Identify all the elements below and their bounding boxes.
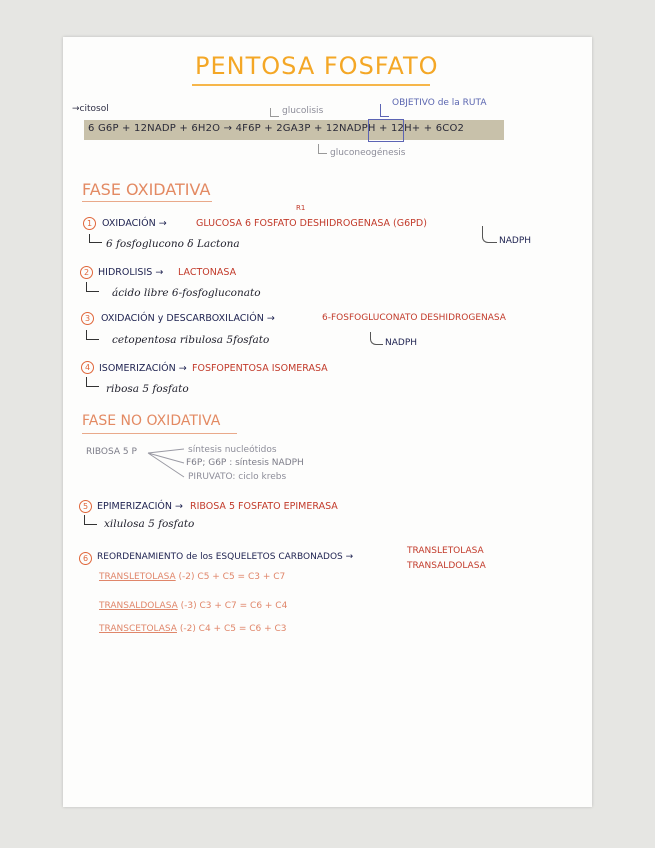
step-2-number: 2 (80, 266, 93, 279)
step-3-enzyme: 6-FOSFOGLUCONATO DESHIDROGENASA (322, 313, 506, 323)
equation-left: 6 G6P + 12NADP + 6H2O → 4F6P + 2GA3P + 12 (88, 123, 340, 134)
step-1-name: OXIDACIÓN → (102, 218, 167, 229)
step-1-number: 1 (83, 217, 96, 230)
step-5-number: 5 (79, 500, 92, 513)
step-6-name: REORDENAMIENTO de los ESQUELETOS CARBONADOS → (97, 552, 354, 562)
step-3-number: 3 (81, 312, 94, 325)
step-5-arrow (84, 515, 97, 525)
equation-right: + 12H+ + 6CO2 (375, 123, 465, 134)
step-4-number: 4 (81, 361, 94, 374)
glucolisis-arrow (270, 108, 279, 117)
gluconeogenesis-arrow (318, 144, 327, 154)
step-2-enzyme: LACTONASA (178, 267, 237, 278)
step-3-product: cetopentosa ribulosa 5fosfato (112, 334, 270, 346)
reaction-3-rest: (-2) C4 + C5 = C6 + C3 (176, 624, 287, 634)
step-1-arrow (89, 234, 102, 243)
branch-3: PIRUVATO: ciclo krebs (188, 472, 287, 482)
branch-arrows (146, 447, 190, 481)
step-4-enzyme: FOSFOPENTOSA ISOMERASA (192, 363, 328, 374)
nadph-side-arrow (482, 226, 497, 243)
step-3-nadph: NADPH (385, 338, 418, 348)
step-5-enzyme: RIBOSA 5 FOSFATO EPIMERASA (190, 501, 338, 512)
reaction-2-rest: (-3) C3 + C7 = C6 + C4 (177, 601, 288, 611)
reaction-3 (99, 624, 287, 634)
step-4-arrow (86, 377, 99, 387)
reaction-2 (99, 601, 287, 611)
step-4-name: ISOMERIZACIÓN → (99, 363, 187, 374)
heading-underline (82, 201, 212, 202)
equation-nadph: NADPH (339, 123, 376, 134)
ribosa-label: RIBOSA 5 P (86, 447, 137, 457)
step-2-product: ácido libre 6-fosfogluconato (112, 287, 261, 299)
branch-2: F6P; G6P : síntesis NADPH (186, 458, 304, 468)
gluconeogenesis-label: gluconeogénesis (330, 148, 406, 158)
superscript-mark: R1 (296, 204, 306, 212)
reaction-1-rest: (-2) C5 + C5 = C3 + C7 (175, 572, 286, 582)
step-1-enzyme: GLUCOSA 6 FOSFATO DESHIDROGENASA (G6PD) (196, 218, 427, 229)
title-underline (192, 84, 430, 86)
step-2-name: HIDROLISIS → (98, 267, 164, 278)
reaction-1-enzyme: TRANSLETOLASA (99, 572, 176, 582)
page-title: PENTOSA FOSFATO (195, 52, 439, 80)
fase-oxidativa-heading: FASE OXIDATIVA (82, 180, 211, 199)
heading-underline-2 (82, 433, 237, 434)
step-5-name: EPIMERIZACIÓN → (97, 501, 183, 512)
step-6-enzyme-1: TRANSLETOLASA (407, 546, 484, 556)
step-6-enzyme-2: TRANSALDOLASA (407, 561, 486, 571)
step-3-name: OXIDACIÓN y DESCARBOXILACIÓN → (101, 313, 275, 324)
step-4-product: ribosa 5 fosfato (106, 383, 189, 395)
branch-1: síntesis nucleótidos (188, 445, 277, 455)
step-3-nadph-arrow (370, 332, 383, 345)
step-6-number: 6 (79, 552, 92, 565)
glucolisis-label: glucolisis (282, 106, 324, 116)
main-equation (88, 123, 464, 134)
objetivo-arrow (380, 104, 389, 117)
step-3-arrow (86, 330, 99, 340)
reaction-2-enzyme: TRANSALDOLASA (99, 601, 178, 611)
step-1-product: 6 fosfoglucono δ Lactona (106, 238, 240, 250)
citosol-label: →citosol (72, 104, 109, 114)
nadph-side-label: NADPH (499, 236, 532, 246)
fase-no-oxidativa-heading: FASE NO OXIDATIVA (82, 413, 221, 429)
step-5-product: xilulosa 5 fosfato (104, 518, 195, 530)
nadph-box (368, 119, 404, 142)
step-2-arrow (86, 282, 99, 292)
reaction-3-enzyme: TRANSCETOLASA (99, 624, 177, 634)
reaction-1 (99, 572, 285, 582)
objetivo-label: OBJETIVO de la RUTA (392, 98, 487, 108)
